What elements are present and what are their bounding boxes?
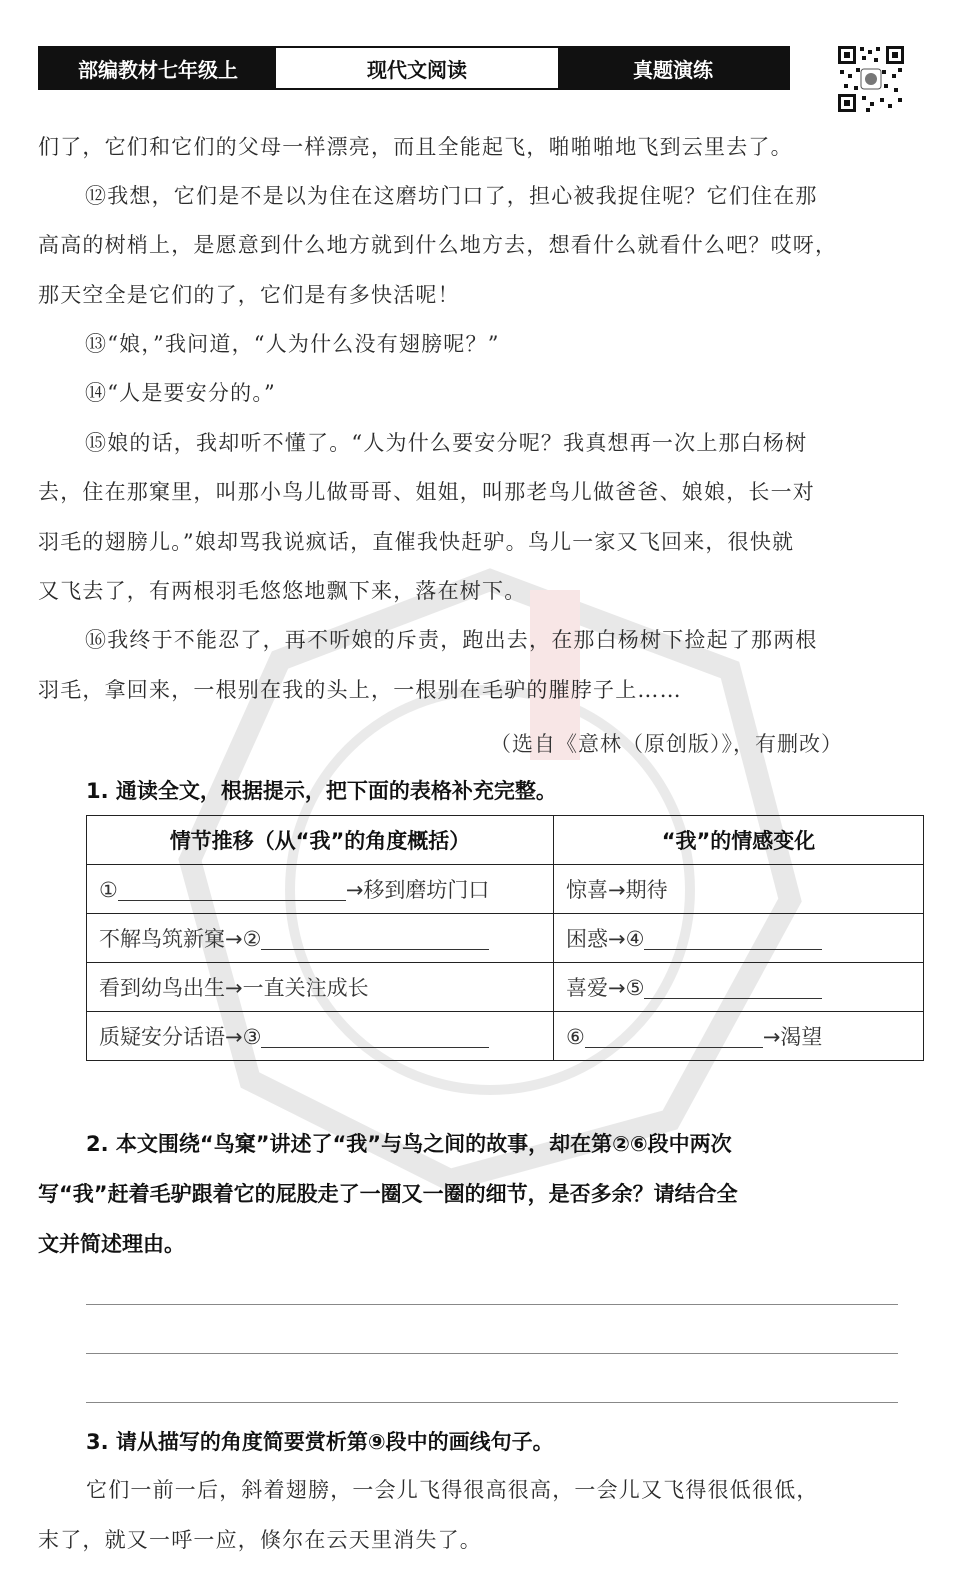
answer-line[interactable] <box>86 1304 898 1305</box>
passage-line: 们了，它们和它们的父母一样漂亮，而且全能起飞，啪啪啪地飞到云里去了。 <box>38 135 793 159</box>
table-row <box>87 1012 924 1061</box>
q1-table <box>86 815 924 1061</box>
passage-line: 羽毛的翅膀儿。”娘却骂我说疯话，直催我快赶驴。鸟儿一家又飞回来，很快就 <box>38 530 795 554</box>
cell-text: ① <box>99 878 118 902</box>
q2-line: 文并简述理由。 <box>38 1232 185 1256</box>
q1-title: 1. 通读全文，根据提示，把下面的表格补充完整。 <box>86 779 557 803</box>
passage-line: ⑫我想，它们是不是以为住在这磨坊门口了，担心被我捉住呢？它们住在那 <box>85 184 818 208</box>
passage-line: ⑯我终于不能忍了，再不听娘的斥责，跑出去，在那白杨树下捡起了那两根 <box>85 628 818 652</box>
table-cell <box>87 865 554 914</box>
cell-text: →渴望 <box>762 1025 823 1049</box>
passage-line: 去，住在那窠里，叫那小鸟儿做哥哥、姐姐，叫那老鸟儿做爸爸、娘娘，长一对 <box>38 480 815 504</box>
passage-source: （选自《意林（原创版）》，有删改） <box>490 732 843 756</box>
q3-quote-line: 它们一前一后，斜着翅膀，一会儿飞得很高很高，一会儿又飞得很低很低， <box>86 1478 819 1502</box>
table-cell <box>554 963 924 1012</box>
answer-blank-3[interactable] <box>261 1025 489 1048</box>
passage-line: ⑭“人是要安分的。” <box>85 381 276 405</box>
answer-line[interactable] <box>86 1402 898 1403</box>
cell-text: 喜爱→⑤ <box>566 976 645 1000</box>
answer-blank-1[interactable] <box>118 878 346 901</box>
passage-line: 高高的树梢上，是愿意到什么地方就到什么地方去，想看什么就看什么吧？哎呀， <box>38 233 838 257</box>
header-section: 真题演练 <box>558 48 788 88</box>
answer-blank-6[interactable] <box>585 1025 763 1048</box>
table-header-emotion: “我”的情感变化 <box>554 816 924 865</box>
header-grade: 部编教材七年级上 <box>40 48 276 88</box>
cell-text: 质疑安分话语→③ <box>99 1025 262 1049</box>
q3-quote-line: 末了，就又一呼一应，倏尔在云天里消失了。 <box>38 1528 482 1552</box>
header-subject: 现代文阅读 <box>276 48 558 88</box>
answer-line[interactable] <box>86 1353 898 1354</box>
header-bar <box>38 46 790 90</box>
table-header-row <box>87 816 924 865</box>
passage-line: ⑬“娘，”我问道，“人为什么没有翅膀呢？” <box>85 332 500 356</box>
q3-title: 3. 请从描写的角度简要赏析第⑨段中的画线句子。 <box>86 1430 554 1454</box>
cell-text: 不解鸟筑新窠→② <box>99 927 262 951</box>
passage-line: 又飞去了，有两根羽毛悠悠地飘下来，落在树下。 <box>38 579 527 603</box>
table-cell <box>554 865 924 914</box>
table-row <box>87 963 924 1012</box>
table-cell <box>554 1012 924 1061</box>
answer-blank-2[interactable] <box>261 927 489 950</box>
q2-line: 2. 本文围绕“鸟窠”讲述了“我”与鸟之间的故事，却在第②⑥段中两次 <box>86 1132 732 1156</box>
cell-text: ⑥ <box>566 1025 585 1049</box>
cell-text: 困惑→④ <box>566 927 645 951</box>
passage-line: ⑮娘的话，我却听不懂了。“人为什么要安分呢？我真想再一次上那白杨树 <box>85 431 808 455</box>
table-cell <box>554 914 924 963</box>
table-row <box>87 865 924 914</box>
cell-text: →移到磨坊门口 <box>345 878 490 902</box>
passage-line: 那天空全是它们的了，它们是有多快活呢！ <box>38 283 460 307</box>
answer-blank-4[interactable] <box>644 927 822 950</box>
table-cell <box>87 914 554 963</box>
passage-line: 羽毛，拿回来，一根别在我的头上，一根别在毛驴的膗脖子上…… <box>38 678 682 702</box>
answer-blank-5[interactable] <box>644 976 822 999</box>
table-header-plot: 情节推移（从“我”的角度概括） <box>87 816 554 865</box>
cell-text: 惊喜→期待 <box>566 878 668 902</box>
table-cell <box>87 963 554 1012</box>
q2-line: 写“我”赶着毛驴跟着它的屁股走了一圈又一圈的细节，是否多余？请结合全 <box>38 1182 738 1206</box>
table-row <box>87 914 924 963</box>
qr-code-icon <box>836 44 906 114</box>
cell-text: 看到幼鸟出生→一直关注成长 <box>99 976 369 1000</box>
table-cell <box>87 1012 554 1061</box>
